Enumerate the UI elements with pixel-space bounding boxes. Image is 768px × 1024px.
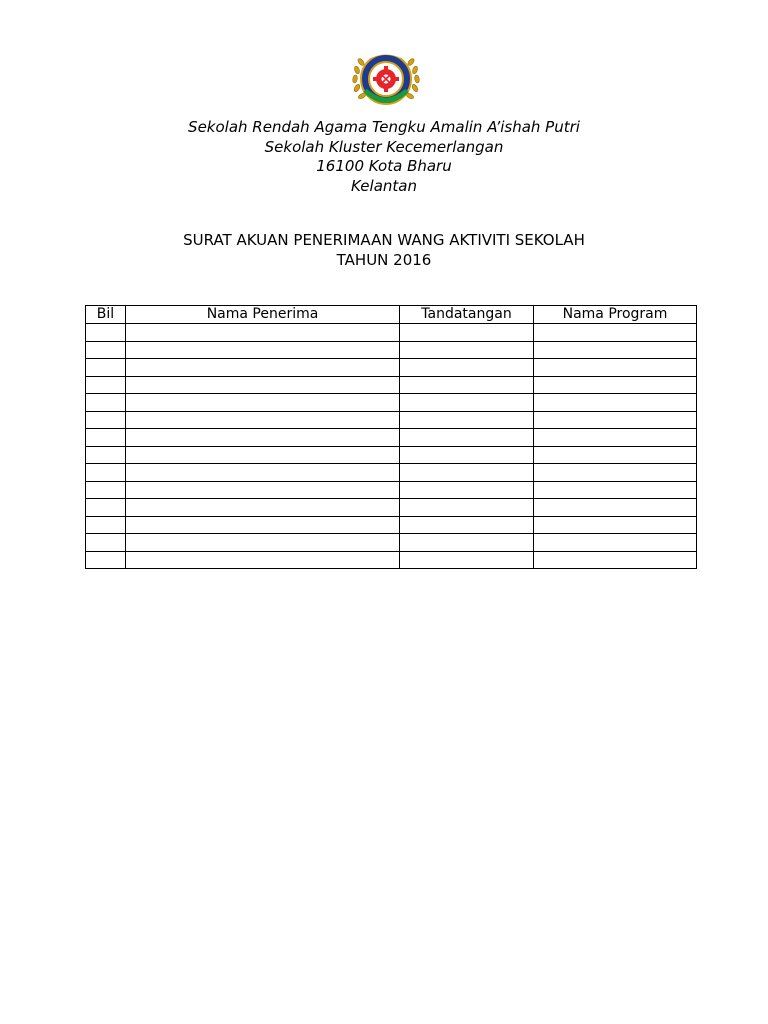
cell-nama-program [534, 534, 697, 552]
school-header [0, 118, 768, 196]
cell-nama-program [534, 324, 697, 342]
table-row [86, 516, 697, 534]
column-header-tandatangan: Tandatangan [400, 306, 534, 324]
cell-nama-penerima [126, 429, 400, 447]
cell-nama-penerima [126, 446, 400, 464]
table-row [86, 341, 697, 359]
school-crest-icon [349, 48, 423, 114]
cell-nama-program [534, 376, 697, 394]
cell-tandatangan [400, 394, 534, 412]
cell-tandatangan [400, 464, 534, 482]
cell-nama-penerima [126, 394, 400, 412]
cell-bil [86, 499, 126, 517]
cell-nama-penerima [126, 376, 400, 394]
cell-bil [86, 394, 126, 412]
school-state: Kelantan [351, 176, 417, 195]
school-postcode-city: 16100 Kota Bharu [316, 157, 452, 175]
cell-tandatangan [400, 429, 534, 447]
document-title-year: TAHUN 2016 [336, 250, 432, 269]
table-row [86, 481, 697, 499]
cell-nama-penerima [126, 481, 400, 499]
cell-nama-penerima [126, 534, 400, 552]
table-row [86, 551, 697, 569]
cell-nama-penerima [126, 499, 400, 517]
cell-nama-penerima [126, 411, 400, 429]
cell-nama-penerima [126, 551, 400, 569]
table-row [86, 464, 697, 482]
cell-nama-program [534, 341, 697, 359]
cell-nama-program [534, 516, 697, 534]
cell-bil [86, 376, 126, 394]
cell-nama-penerima [126, 464, 400, 482]
table-row [86, 446, 697, 464]
cell-bil [86, 534, 126, 552]
cell-tandatangan [400, 499, 534, 517]
cell-bil [86, 411, 126, 429]
cell-tandatangan [400, 481, 534, 499]
cell-nama-program [534, 429, 697, 447]
recipients-table [85, 305, 697, 569]
cell-tandatangan [400, 411, 534, 429]
cell-tandatangan [400, 341, 534, 359]
cell-nama-program [534, 359, 697, 377]
cell-nama-program [534, 551, 697, 569]
cell-bil [86, 446, 126, 464]
cell-nama-program [534, 411, 697, 429]
cell-nama-program [534, 446, 697, 464]
cell-bil [86, 464, 126, 482]
table-body [86, 324, 697, 569]
cell-bil [86, 481, 126, 499]
cell-tandatangan [400, 359, 534, 377]
cell-bil [86, 429, 126, 447]
cell-tandatangan [400, 551, 534, 569]
table-row [86, 534, 697, 552]
cell-bil [86, 359, 126, 377]
cell-tandatangan [400, 324, 534, 342]
cell-nama-program [534, 499, 697, 517]
table-row [86, 411, 697, 429]
cell-nama-program [534, 394, 697, 412]
table-row [86, 359, 697, 377]
cell-tandatangan [400, 534, 534, 552]
school-name: Sekolah Rendah Agama Tengku Amalin A’ishah Putri [188, 118, 580, 136]
table-row [86, 429, 697, 447]
cell-bil [86, 341, 126, 359]
table-row [86, 376, 697, 394]
column-header-bil: Bil [86, 306, 126, 324]
cell-tandatangan [400, 516, 534, 534]
table-row [86, 499, 697, 517]
column-header-nama-penerima: Nama Penerima [126, 306, 400, 324]
document-title-main: SURAT AKUAN PENERIMAAN WANG AKTIVITI SEKOLAH [183, 231, 585, 249]
cell-bil [86, 324, 126, 342]
column-header-nama-program: Nama Program [534, 306, 697, 324]
cell-bil [86, 551, 126, 569]
cell-nama-program [534, 464, 697, 482]
cell-nama-penerima [126, 341, 400, 359]
school-crest-logo [349, 48, 423, 114]
document-title [0, 231, 768, 270]
cell-nama-penerima [126, 359, 400, 377]
cell-nama-program [534, 481, 697, 499]
cell-tandatangan [400, 376, 534, 394]
cell-nama-penerima [126, 324, 400, 342]
school-cluster: Sekolah Kluster Kecemerlangan [264, 137, 504, 156]
cell-nama-penerima [126, 516, 400, 534]
cell-bil [86, 516, 126, 534]
table-header-row [86, 306, 697, 324]
table-row [86, 324, 697, 342]
table-row [86, 394, 697, 412]
cell-tandatangan [400, 446, 534, 464]
